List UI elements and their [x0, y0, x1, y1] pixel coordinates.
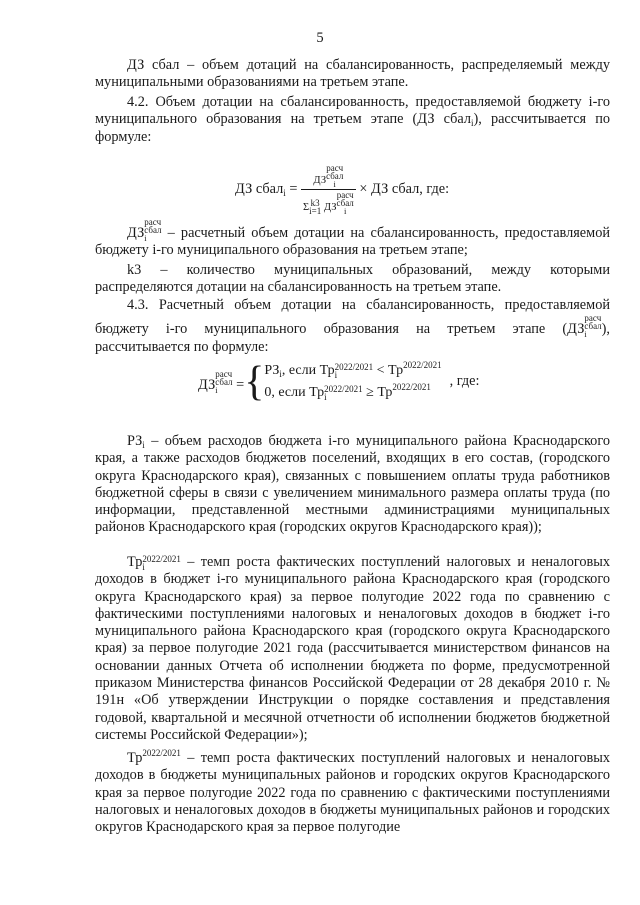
paragraph-k3-definition	[95, 262, 610, 297]
paragraph-text: ), рассчитывается по формуле:	[95, 111, 610, 145]
numerator-superscript: расч	[326, 163, 344, 173]
paragraph-text: – расчетный объем дотации на сбалансированность, предоставляемой бюджету i-го муниципального образования на третьем этапе;	[95, 225, 610, 259]
fraction-denominator	[301, 190, 356, 215]
paragraph-dz-sbal-definition	[95, 57, 610, 92]
case-2-text: 0, если Тр	[264, 385, 325, 400]
fraction-numerator	[301, 164, 356, 190]
numerator-subscript: сбал	[326, 171, 344, 181]
subscript: i	[142, 440, 145, 450]
subscript: i	[471, 118, 474, 129]
paragraph-rz-definition	[95, 433, 610, 537]
paragraph-text: ), рассчитывается по формуле:	[95, 321, 610, 355]
case-1-superscript: 2022/2021	[334, 362, 374, 372]
formula-dz-rasch	[198, 360, 480, 404]
paragraph-text: k3 – количество муниципальных образований, между которыми распределяются дотации на сбалансированность на третьем этапе.	[95, 262, 610, 296]
case-1-subscript: i	[279, 369, 282, 379]
superscript: 2022/2021	[142, 748, 181, 758]
formula-dz-sbal	[235, 164, 449, 215]
formula-lhs-group	[198, 370, 244, 394]
formula-cases	[264, 360, 441, 404]
paragraph-text: – темп роста фактических поступлений налоговых и неналоговых доходов в бюджеты муниципальных районов и городских округов Краснодарского края за первое полугодие 2022 года по сравнению с фактическими поступлениями налоговых и неналоговых доходов в бюджеты муниципальных районов и городских округов Краснодарского края за первое полугодие	[95, 750, 610, 836]
cases-brace: {	[244, 359, 265, 405]
formula-equals: =	[289, 180, 298, 197]
symbol-tr: Тр	[127, 750, 143, 766]
denominator-superscript: расч	[336, 190, 354, 200]
denominator-subscript: сбал	[336, 198, 354, 208]
superscript: расч	[584, 313, 602, 324]
denominator-subsubscript: i	[343, 206, 347, 216]
subscript: i	[142, 562, 145, 572]
formula-lhs-subscript: i	[283, 187, 286, 198]
paragraph-4-3	[95, 297, 610, 356]
paragraph-text: ДЗ сбал – объем дотаций на сбалансированность, распределяемый между муниципальными образованиями на третьем этапе.	[95, 57, 610, 91]
case-1-text: РЗ	[264, 363, 280, 378]
case-2-text: ≥ Тр	[362, 385, 393, 400]
case-1-text: < Тр	[373, 363, 404, 378]
paragraph-text: 4.3. Расчетный объем дотации на сбалансированность, предоставляемой бюджету i-го муниципального образования на третьем этапе (ДЗ	[95, 297, 610, 338]
superscript: расч	[144, 217, 162, 227]
page-number: 5	[316, 30, 324, 46]
case-1-subscript: i	[334, 370, 338, 380]
formula-lhs-superscript: расч	[215, 368, 233, 379]
formula-tail: , где:	[449, 373, 480, 390]
paragraph-tr-i-definition	[95, 554, 610, 744]
symbol-rz: РЗ	[127, 433, 143, 449]
subsubscript: i	[144, 233, 147, 243]
symbol-dz: ДЗ	[127, 225, 145, 241]
numerator-symbol: ДЗ	[313, 175, 327, 186]
paragraph-text: – темп роста фактических поступлений налоговых и неналоговых доходов в бюджет i-го муниципального района Краснодарского края (городского округа Краснодарского края) за первое полугодие 2022 года по сравнению с фактическими поступлениями налоговых и неналоговых доходов в бюджет i-го муниципального района Краснодарского края (городского округа Краснодарского края) за первое полугодие 2021 года (рассчитывается министерством финансов на основании данных Отчета об исполнении бюджета по форме, предусмотренной приказом Министерства финансов Российской Федерации от 28 декабря 2010 г. № 191н «Об утверждении Инструкции о порядке составления и представления годовой, квартальной и месячной отчетности об исполнении бюджетов бюджетной системы Российской Федерации»);	[95, 554, 610, 743]
formula-rhs: × ДЗ сбал, где:	[359, 180, 450, 197]
formula-lhs-subscript: сбал	[215, 376, 233, 387]
subscript: сбал	[144, 225, 162, 235]
sum-lower-limit: i=1	[309, 206, 322, 216]
case-2-subscript: i	[324, 392, 327, 402]
formula-lhs-subsubscript: i	[215, 384, 218, 395]
symbol-tr: Тр	[127, 554, 143, 570]
paragraph-text: 4.2. Объем дотации на сбалансированность, предоставляемой бюджету i-го муниципального образования на третьем этапе (ДЗ сбал	[95, 94, 610, 128]
formula-fraction	[301, 164, 356, 215]
sum-upper-limit: k3	[310, 198, 320, 208]
case-1	[264, 360, 441, 382]
numerator-subsubscript: i	[333, 179, 336, 189]
paragraph-text: – объем расходов бюджета i-го муниципального района Краснодарского края, а также расходов бюджетов поселений, входящих в его состав, (городского округа Краснодарского края), связанных с повышением оплаты труда работников бюджетной сферы в связи с увеличением минимального размера оплаты труда (по информации, представленной местными администрациями муниципальных районов Краснодарского края (городских округов Краснодарского края));	[95, 433, 610, 536]
subsubscript: i	[584, 329, 587, 340]
case-2-superscript: 2022/2021	[324, 384, 363, 394]
paragraph-dz-rasch-definition	[95, 218, 610, 260]
case-2-superscript: 2022/2021	[392, 382, 431, 392]
superscript: 2022/2021	[142, 554, 181, 564]
formula-equals: =	[236, 376, 245, 393]
paragraph-4-2	[95, 94, 610, 146]
case-1-superscript: 2022/2021	[403, 360, 442, 370]
paragraph-tr-definition	[95, 750, 610, 836]
formula-lhs: ДЗ сбал	[235, 180, 284, 197]
case-1-text: , если Тр	[281, 363, 335, 378]
case-2	[264, 382, 441, 404]
denominator-symbol: ДЗ	[323, 202, 337, 213]
formula-lhs: ДЗ	[198, 376, 216, 393]
sum-symbol: Σ	[303, 202, 310, 213]
subscript: сбал	[584, 321, 602, 332]
